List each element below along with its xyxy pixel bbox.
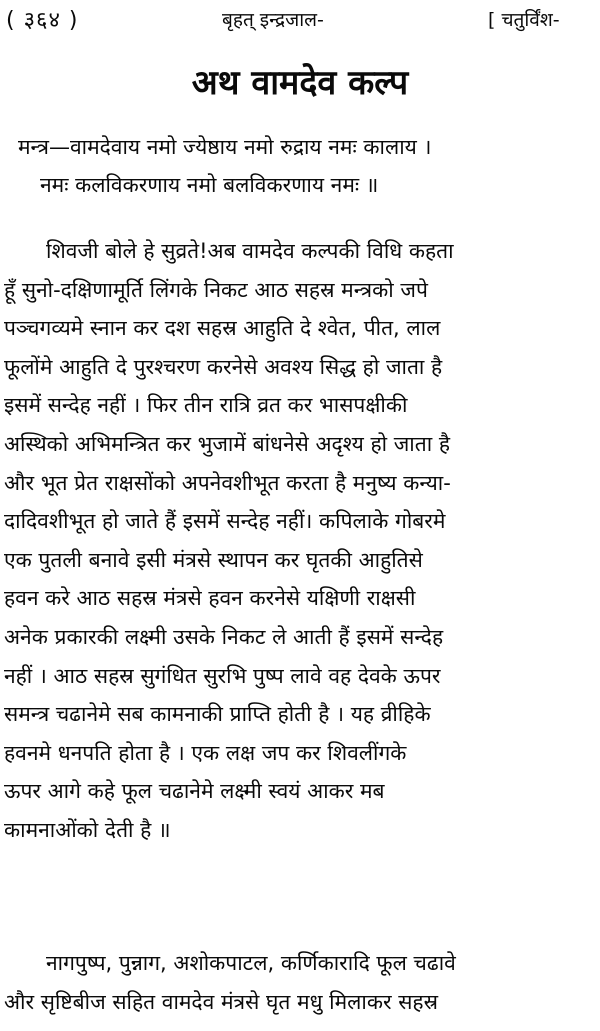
mantra-block bbox=[18, 128, 598, 204]
mantra-line: मन्त्र—वामदेवाय नमो ज्येष्ठाय नमो रुद्राय नमः कालाय । bbox=[18, 135, 432, 159]
running-title: बृहत् इन्द्रजाल- bbox=[222, 9, 324, 31]
text-line: शिवजी बोले हे सुव्रते!अब वामदेव कल्पकी विधि कहता bbox=[46, 239, 454, 263]
text-line: इसमें सन्देह नहीं । फिर तीन रात्रि व्रत कर भासपक्षीकी bbox=[4, 393, 408, 418]
chapter-label: [ चतुर्विंश- bbox=[488, 9, 560, 31]
page-number: ( ३६४ ) bbox=[6, 8, 79, 33]
text-line: और भूत प्रेत राक्षसोंको अपनेवशीभूत करता है मनुष्य कन्या- bbox=[4, 470, 451, 495]
text-line: फूलोंमे आहुति दे पुरश्चरण करनेसे अवश्य सिद्ध हो जाता है bbox=[4, 354, 443, 379]
text-line: अस्थिको अभिमन्त्रित कर भुजामें बांधनेसे अदृश्य हो जाता है bbox=[4, 431, 450, 456]
text-line: हूँ सुनो-दक्षिणामूर्ति लिंगके निकट आठ सहस्र मन्त्रको जपे bbox=[4, 277, 428, 302]
page-header bbox=[0, 0, 600, 40]
text-line: पञ्चगव्यमे स्नान कर दश सहस्र आहुति दे श्वेत, पीत, लाल bbox=[4, 316, 441, 341]
paragraph-1 bbox=[4, 232, 598, 850]
text-line: कामनाओंको देती है ॥ bbox=[4, 817, 171, 842]
paragraph-2 bbox=[4, 944, 598, 1021]
text-line: समन्त्र चढानेमे सब कामनाकी प्राप्ति होती है । यह व्रीहिके bbox=[4, 702, 431, 727]
text-line: एक पुतली बनावे इसी मंत्रसे स्थापन कर घृतकी आहुतिसे bbox=[4, 547, 423, 572]
text-line: और सृष्टिबीज सहित वामदेव मंत्रसे घृत मधु मिलाकर सहस्र bbox=[4, 989, 438, 1014]
text-line: हवनमे धनपति होता है । एक लक्ष जप कर शिवलींगके bbox=[4, 740, 407, 765]
text-line: हवन करे आठ सहस्र मंत्रसे हवन करनेसे यक्षिणी राक्षसी bbox=[4, 586, 416, 611]
text-line: ऊपर आगे कहे फूल चढानेमे लक्ष्मी स्वयं आकर मब bbox=[4, 779, 385, 804]
text-line: अनेक प्रकारकी लक्ष्मी उसके निकट ले आती हैं इसमें सन्देह bbox=[4, 624, 444, 649]
text-line: नागपुष्प, पुन्नाग, अशोकपाटल, कर्णिकारादि फूल चढावे bbox=[46, 951, 456, 975]
text-line: नहीं । आठ सहस्र सुगंधित सुरभि पुष्प लावे वह देवके ऊपर bbox=[4, 663, 441, 688]
chapter-title: अथ वामदेव कल्प bbox=[191, 63, 409, 103]
mantra-line: नमः कलविकरणाय नमो बलविकरणाय नमः ॥ bbox=[40, 173, 379, 197]
text-line: दादिवशीभूत हो जाते हैं इसमें सन्देह नहीं। कपिलाके गोबरमे bbox=[4, 509, 446, 534]
